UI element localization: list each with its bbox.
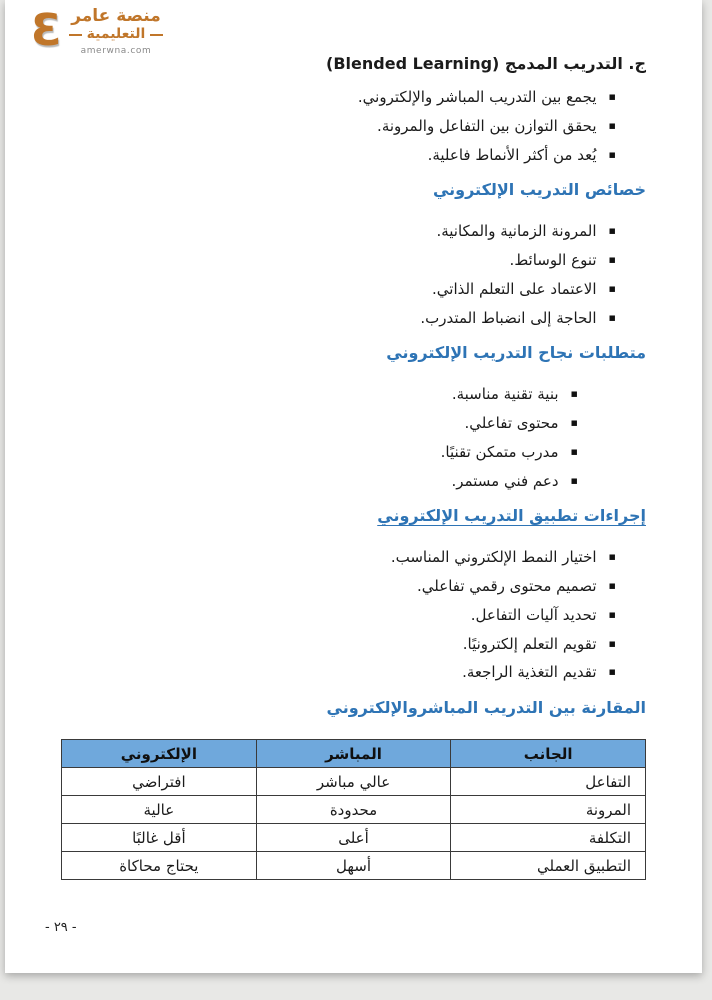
table-header-cell: المباشر bbox=[256, 740, 451, 768]
heading-blended-learning: ج. التدريب المدمج (Blended Learning) bbox=[326, 54, 646, 73]
table-cell: محدودة bbox=[256, 796, 451, 824]
logo-website: amerwna.com bbox=[80, 45, 152, 56]
table-cell: يحتاج محاكاة bbox=[62, 852, 257, 880]
bullet-item: ▪ محتوى تفاعلي. bbox=[61, 413, 578, 435]
bullet-list-requirements bbox=[61, 384, 646, 492]
bullet-item: ▪ بنية تقنية مناسبة. bbox=[61, 384, 578, 406]
document-content bbox=[5, 0, 702, 880]
table-cell: المرونة bbox=[451, 796, 646, 824]
bullet-item: ▪ الحاجة إلى انضباط المتدرب. bbox=[61, 308, 616, 330]
logo-icon: Ɛ bbox=[31, 4, 62, 56]
bullet-item: ▪ تحديد آليات التفاعل. bbox=[61, 605, 616, 627]
bullet-list-procedures bbox=[61, 547, 646, 684]
logo-brand-line2: التعليمية bbox=[69, 26, 164, 44]
bullet-item: ▪ دعم فني مستمر. bbox=[61, 471, 578, 493]
section-heading-procedures: إجراءات تطبيق التدريب الإلكتروني bbox=[377, 506, 646, 526]
bullet-item: ▪ اختيار النمط الإلكتروني المناسب. bbox=[61, 547, 616, 569]
table-cell: أعلى bbox=[256, 824, 451, 852]
logo-brand-line1: منصة عامر bbox=[71, 6, 161, 26]
bullet-list-characteristics bbox=[61, 221, 646, 329]
bullet-item: ▪ تقويم التعلم إلكترونيًا. bbox=[61, 634, 616, 656]
section-heading-characteristics: خصائص التدريب الإلكتروني bbox=[432, 180, 646, 200]
bullet-item: ▪ يُعد من أكثر الأنماط فاعلية. bbox=[61, 145, 616, 167]
table-cell: التفاعل bbox=[451, 768, 646, 796]
logo bbox=[31, 6, 163, 56]
bullet-item: ▪ الاعتماد على التعلم الذاتي. bbox=[61, 279, 616, 301]
bullet-item: ▪ المرونة الزمانية والمكانية. bbox=[61, 221, 616, 243]
table-cell: أسهل bbox=[256, 852, 451, 880]
bullet-list-intro bbox=[61, 87, 646, 166]
table-row bbox=[62, 768, 646, 796]
bullet-item: ▪ تنوع الوسائط. bbox=[61, 250, 616, 272]
table-cell: عالي مباشر bbox=[256, 768, 451, 796]
bullet-item: ▪ تصميم محتوى رقمي تفاعلي. bbox=[61, 576, 616, 598]
logo-text bbox=[69, 6, 164, 56]
table-cell: التطبيق العملي bbox=[451, 852, 646, 880]
comparison-table bbox=[61, 739, 646, 880]
bullet-item: ▪ تقديم التغذية الراجعة. bbox=[61, 662, 616, 684]
section-heading-comparison: المقارنة بين التدريب المباشروالإلكتروني bbox=[326, 698, 646, 717]
section-heading-requirements: متطلبات نجاح التدريب الإلكتروني bbox=[386, 343, 646, 363]
table-row bbox=[62, 852, 646, 880]
table-cell: افتراضي bbox=[62, 768, 257, 796]
bullet-item: ▪ يجمع بين التدريب المباشر والإلكتروني. bbox=[61, 87, 616, 109]
table-row bbox=[62, 824, 646, 852]
table-cell: التكلفة bbox=[451, 824, 646, 852]
table-row bbox=[62, 796, 646, 824]
table-cell: عالية bbox=[62, 796, 257, 824]
table-cell: أقل غالبًا bbox=[62, 824, 257, 852]
table-header-row bbox=[62, 740, 646, 768]
document-page bbox=[5, 0, 702, 973]
page-number: - ٢٩ - bbox=[45, 920, 77, 935]
bullet-item: ▪ مدرب متمكن تقنيًا. bbox=[61, 442, 578, 464]
bullet-item: ▪ يحقق التوازن بين التفاعل والمرونة. bbox=[61, 116, 616, 138]
table-header-cell: الجانب bbox=[451, 740, 646, 768]
table-header-cell: الإلكتروني bbox=[62, 740, 257, 768]
